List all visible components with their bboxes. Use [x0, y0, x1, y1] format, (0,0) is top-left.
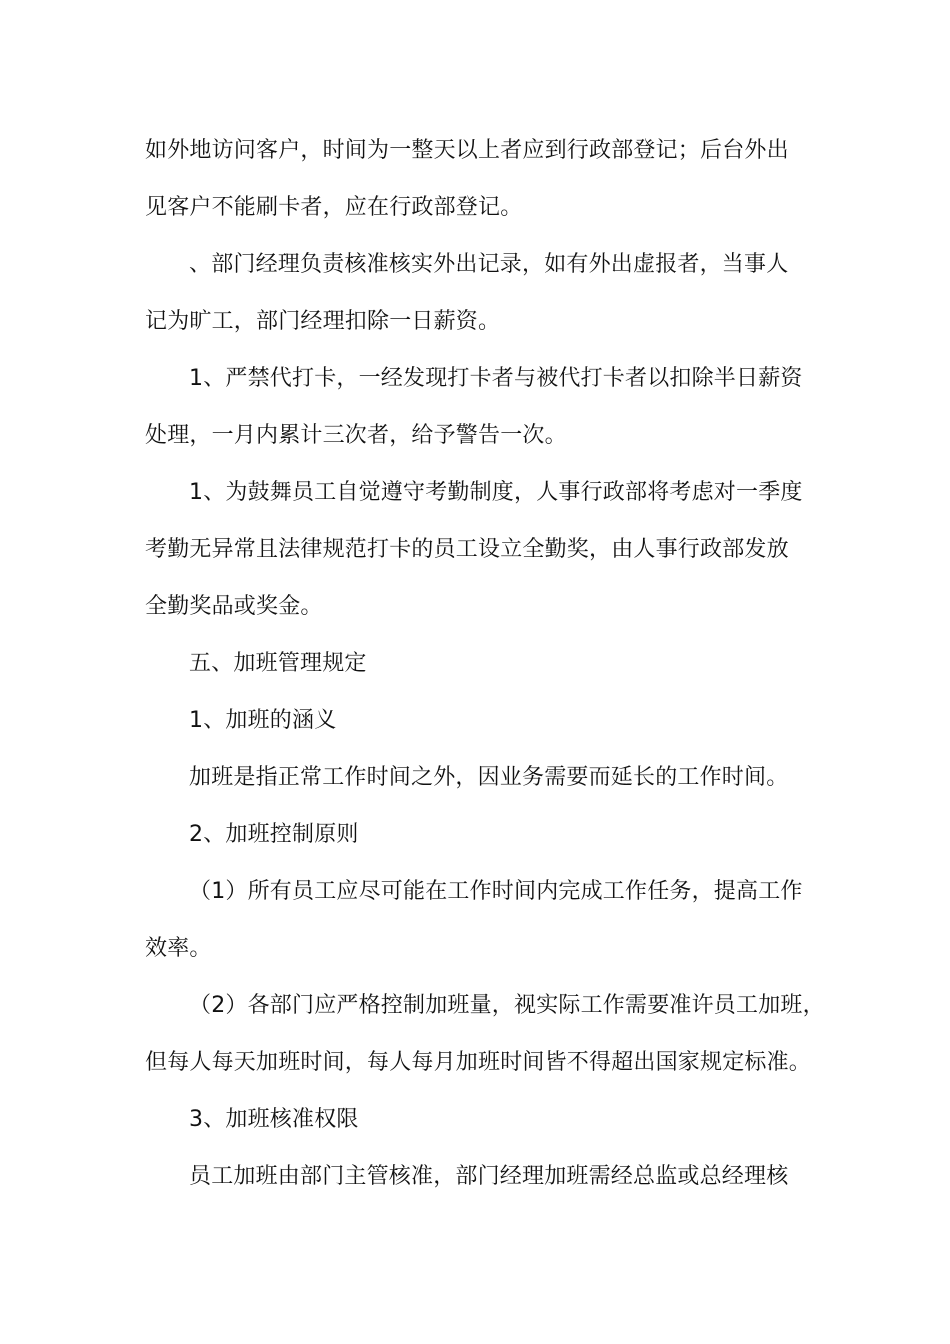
paragraph-line: 处理，一月内累计三次者，给予警告一次。	[145, 423, 567, 448]
paragraph-line: 记为旷工，部门经理扣除一日薪资。	[145, 309, 501, 334]
paragraph-line: （2）各部门应严格控制加班量，视实际工作需要准许员工加班，	[189, 993, 825, 1018]
paragraph-line: 如外地访问客户，时间为一整天以上者应到行政部登记；后台外出	[145, 138, 789, 163]
paragraph-line: 员工加班由部门主管核准，部门经理加班需经总监或总经理核	[189, 1164, 789, 1189]
subsection-heading: 1、加班的涵义	[189, 708, 337, 733]
subsection-heading: 3、加班核准权限	[189, 1107, 359, 1132]
section-heading: 五、加班管理规定	[189, 651, 367, 676]
paragraph-line: 全勤奖品或奖金。	[145, 594, 323, 619]
paragraph-line: 考勤无异常且法律规范打卡的员工设立全勤奖，由人事行政部发放	[145, 537, 789, 562]
paragraph-line: 见客户不能刷卡者，应在行政部登记。	[145, 195, 523, 220]
paragraph-line: 效率。	[145, 936, 212, 961]
paragraph-line: 加班是指正常工作时间之外，因业务需要而延长的工作时间。	[189, 765, 789, 790]
subsection-heading: 2、加班控制原则	[189, 822, 359, 847]
paragraph-line: 1、严禁代打卡，一经发现打卡者与被代打卡者以扣除半日薪资	[189, 366, 803, 391]
paragraph-line: （1）所有员工应尽可能在工作时间内完成工作任务，提高工作	[189, 879, 803, 904]
paragraph-line: 、部门经理负责核准核实外出记录，如有外出虚报者，当事人	[189, 252, 789, 277]
paragraph-line: 但每人每天加班时间，每人每月加班时间皆不得超出国家规定标准。	[145, 1050, 812, 1075]
paragraph-line: 1、为鼓舞员工自觉遵守考勤制度，人事行政部将考虑对一季度	[189, 480, 803, 505]
